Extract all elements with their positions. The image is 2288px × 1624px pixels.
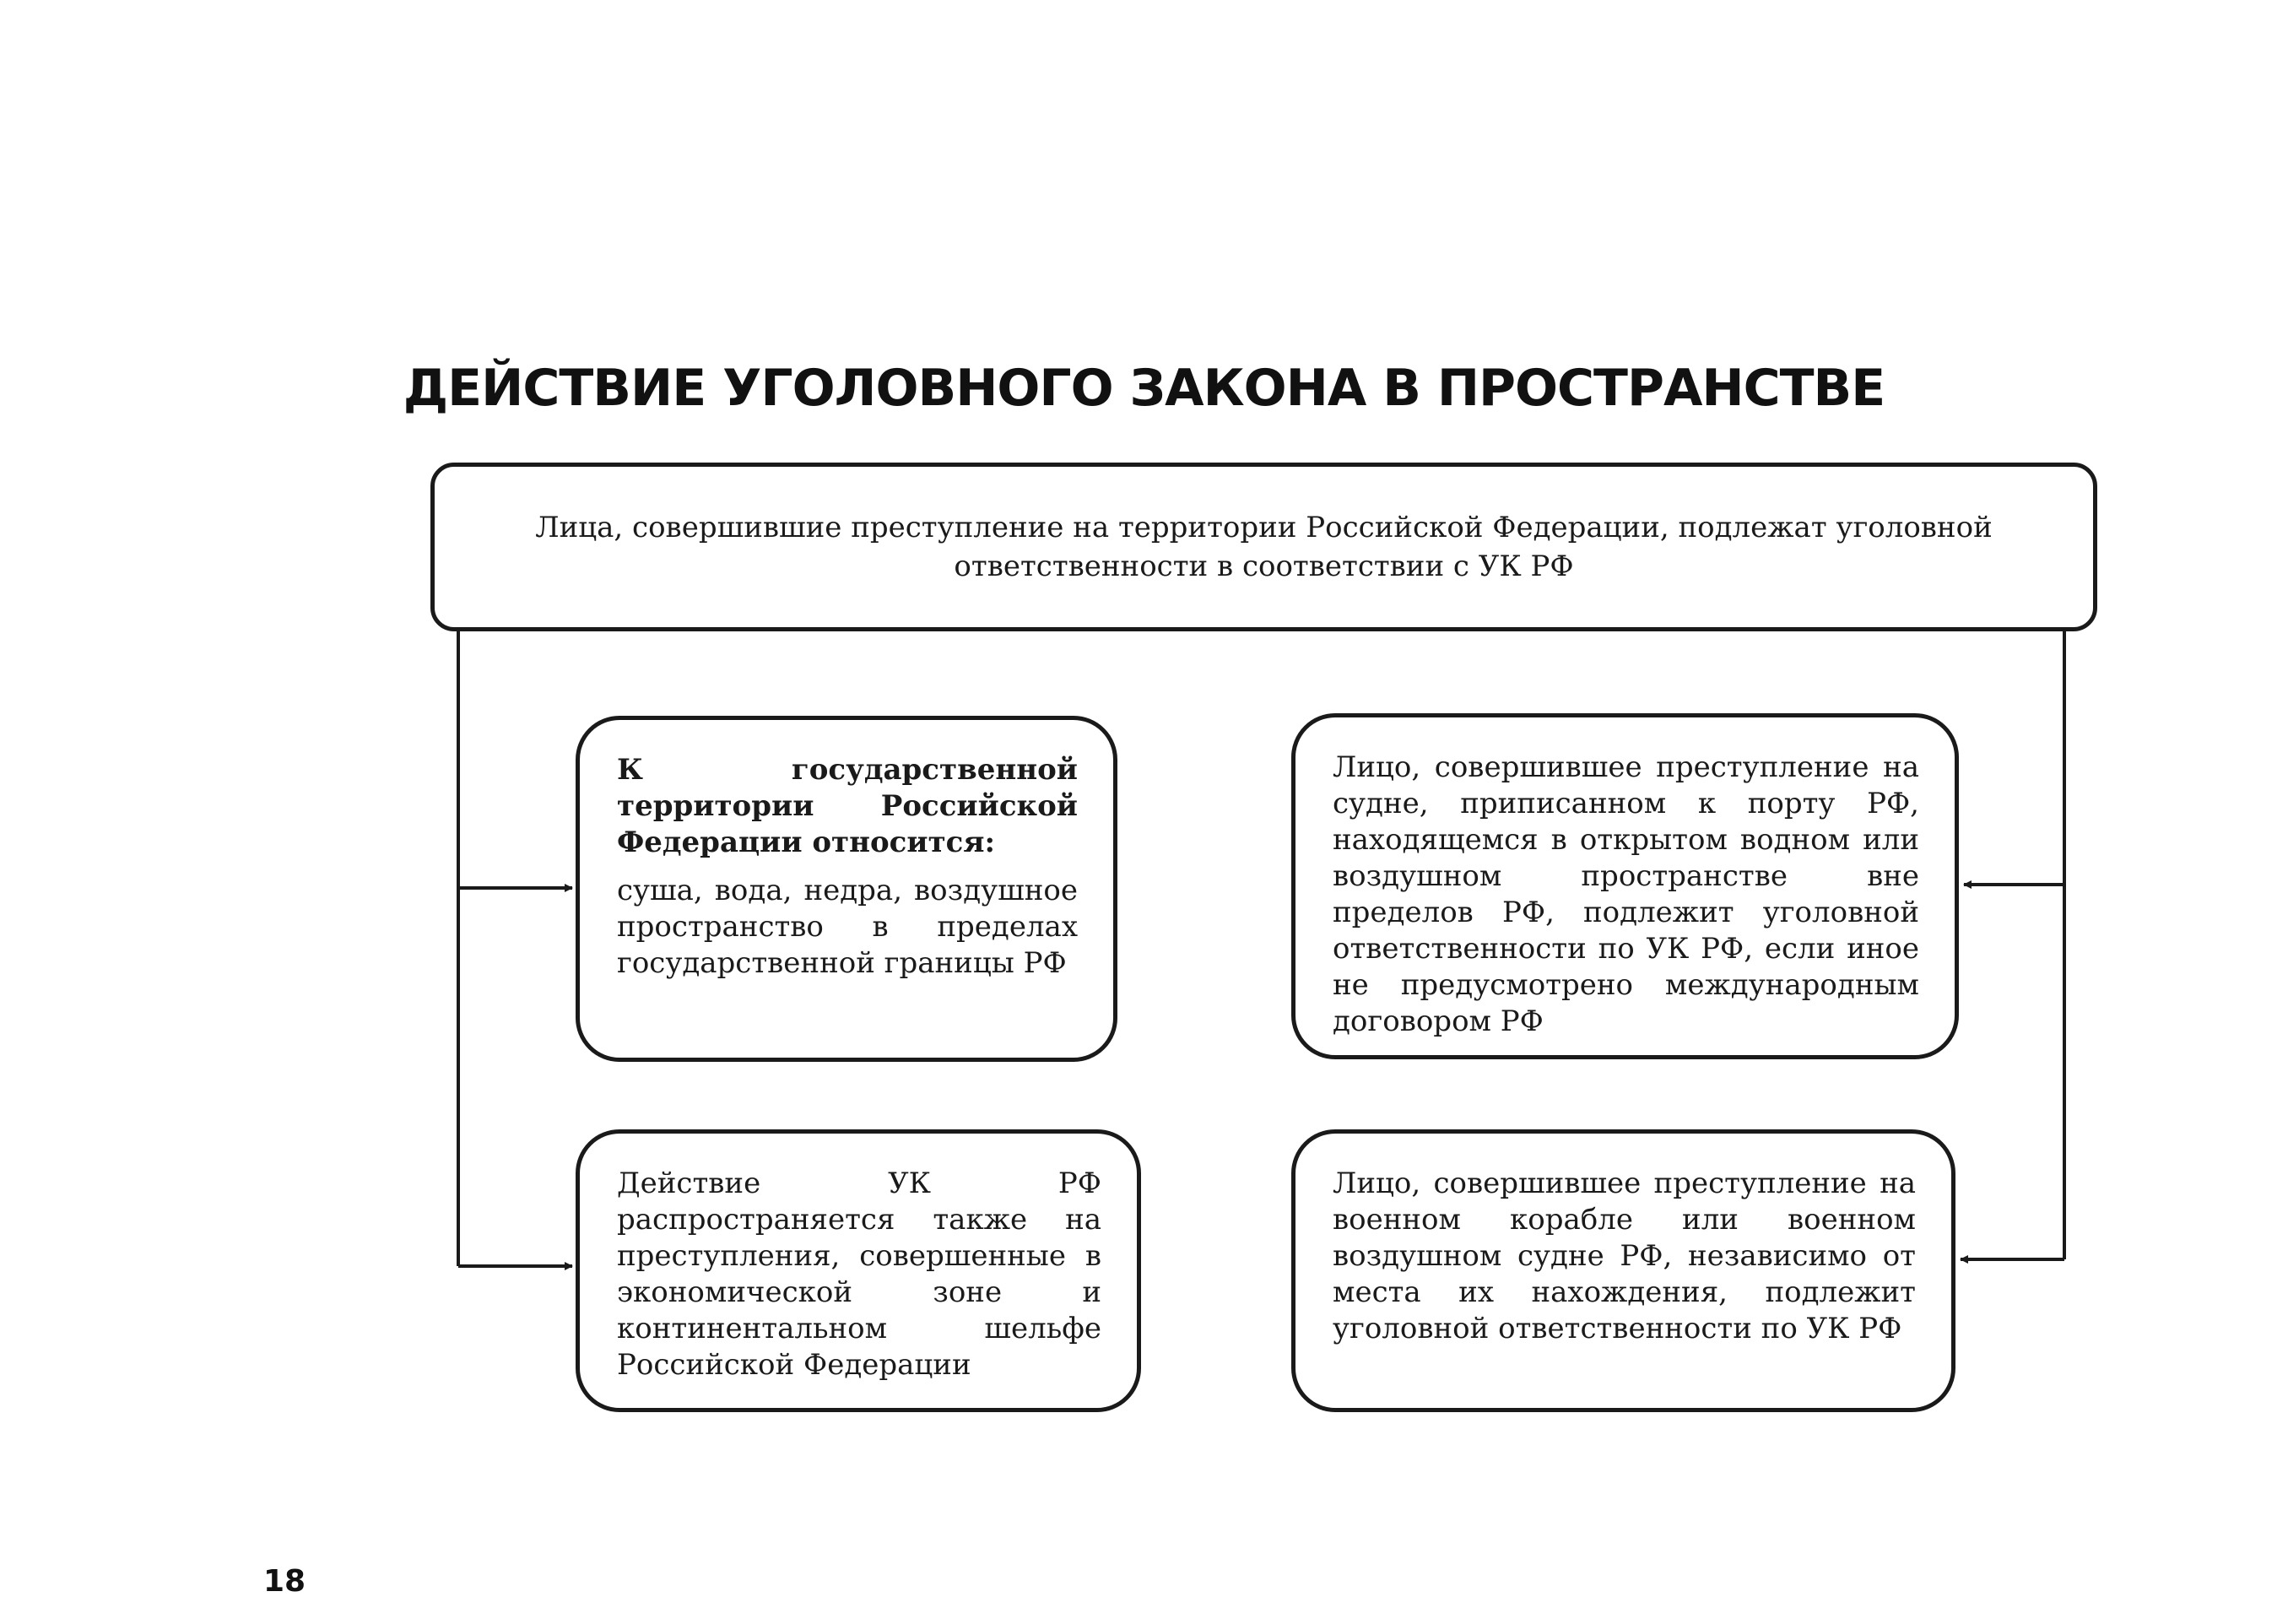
economic-zone-box	[576, 1129, 1141, 1412]
military-box-body: Лицо, совершившее преступление на военном корабле или военном воздушном судне РФ, независимо от места их нахождения, подлежит уголовной ответственности по УК РФ	[1333, 1167, 1916, 1345]
page-number: 18	[263, 1564, 306, 1599]
territory-box	[576, 716, 1117, 1062]
ship-box	[1291, 713, 1959, 1059]
economic-zone-box-body: Действие УК РФ распространяется также на преступления, совершенные в экономической зоне и континентальном шельфе Российской Федерации	[617, 1167, 1101, 1382]
territory-box-heading: К государственной территории Российской Федерации относится:	[617, 753, 1078, 859]
root-box	[430, 463, 2097, 631]
diagram-title: ДЕЙСТВИЕ УГОЛОВНОГО ЗАКОНА В ПРОСТРАНСТВЕ	[403, 359, 1885, 418]
root-box-text: Лица, совершившие преступление на территории Российской Федерации, подлежат уголовной ответственности в соответствии с УК РФ	[535, 511, 1993, 583]
ship-box-body: Лицо, совершившее преступление на судне, приписанном к порту РФ, находящемся в открытом водном или воздушном пространстве вне пределов РФ, подлежит уголовной ответственности по УК РФ, если иное не предусмотрено международным договором РФ	[1333, 750, 1919, 1038]
territory-box-body: суша, вода, недра, воздушное пространство в пределах государственной границы РФ	[617, 874, 1078, 980]
military-box	[1291, 1129, 1955, 1412]
